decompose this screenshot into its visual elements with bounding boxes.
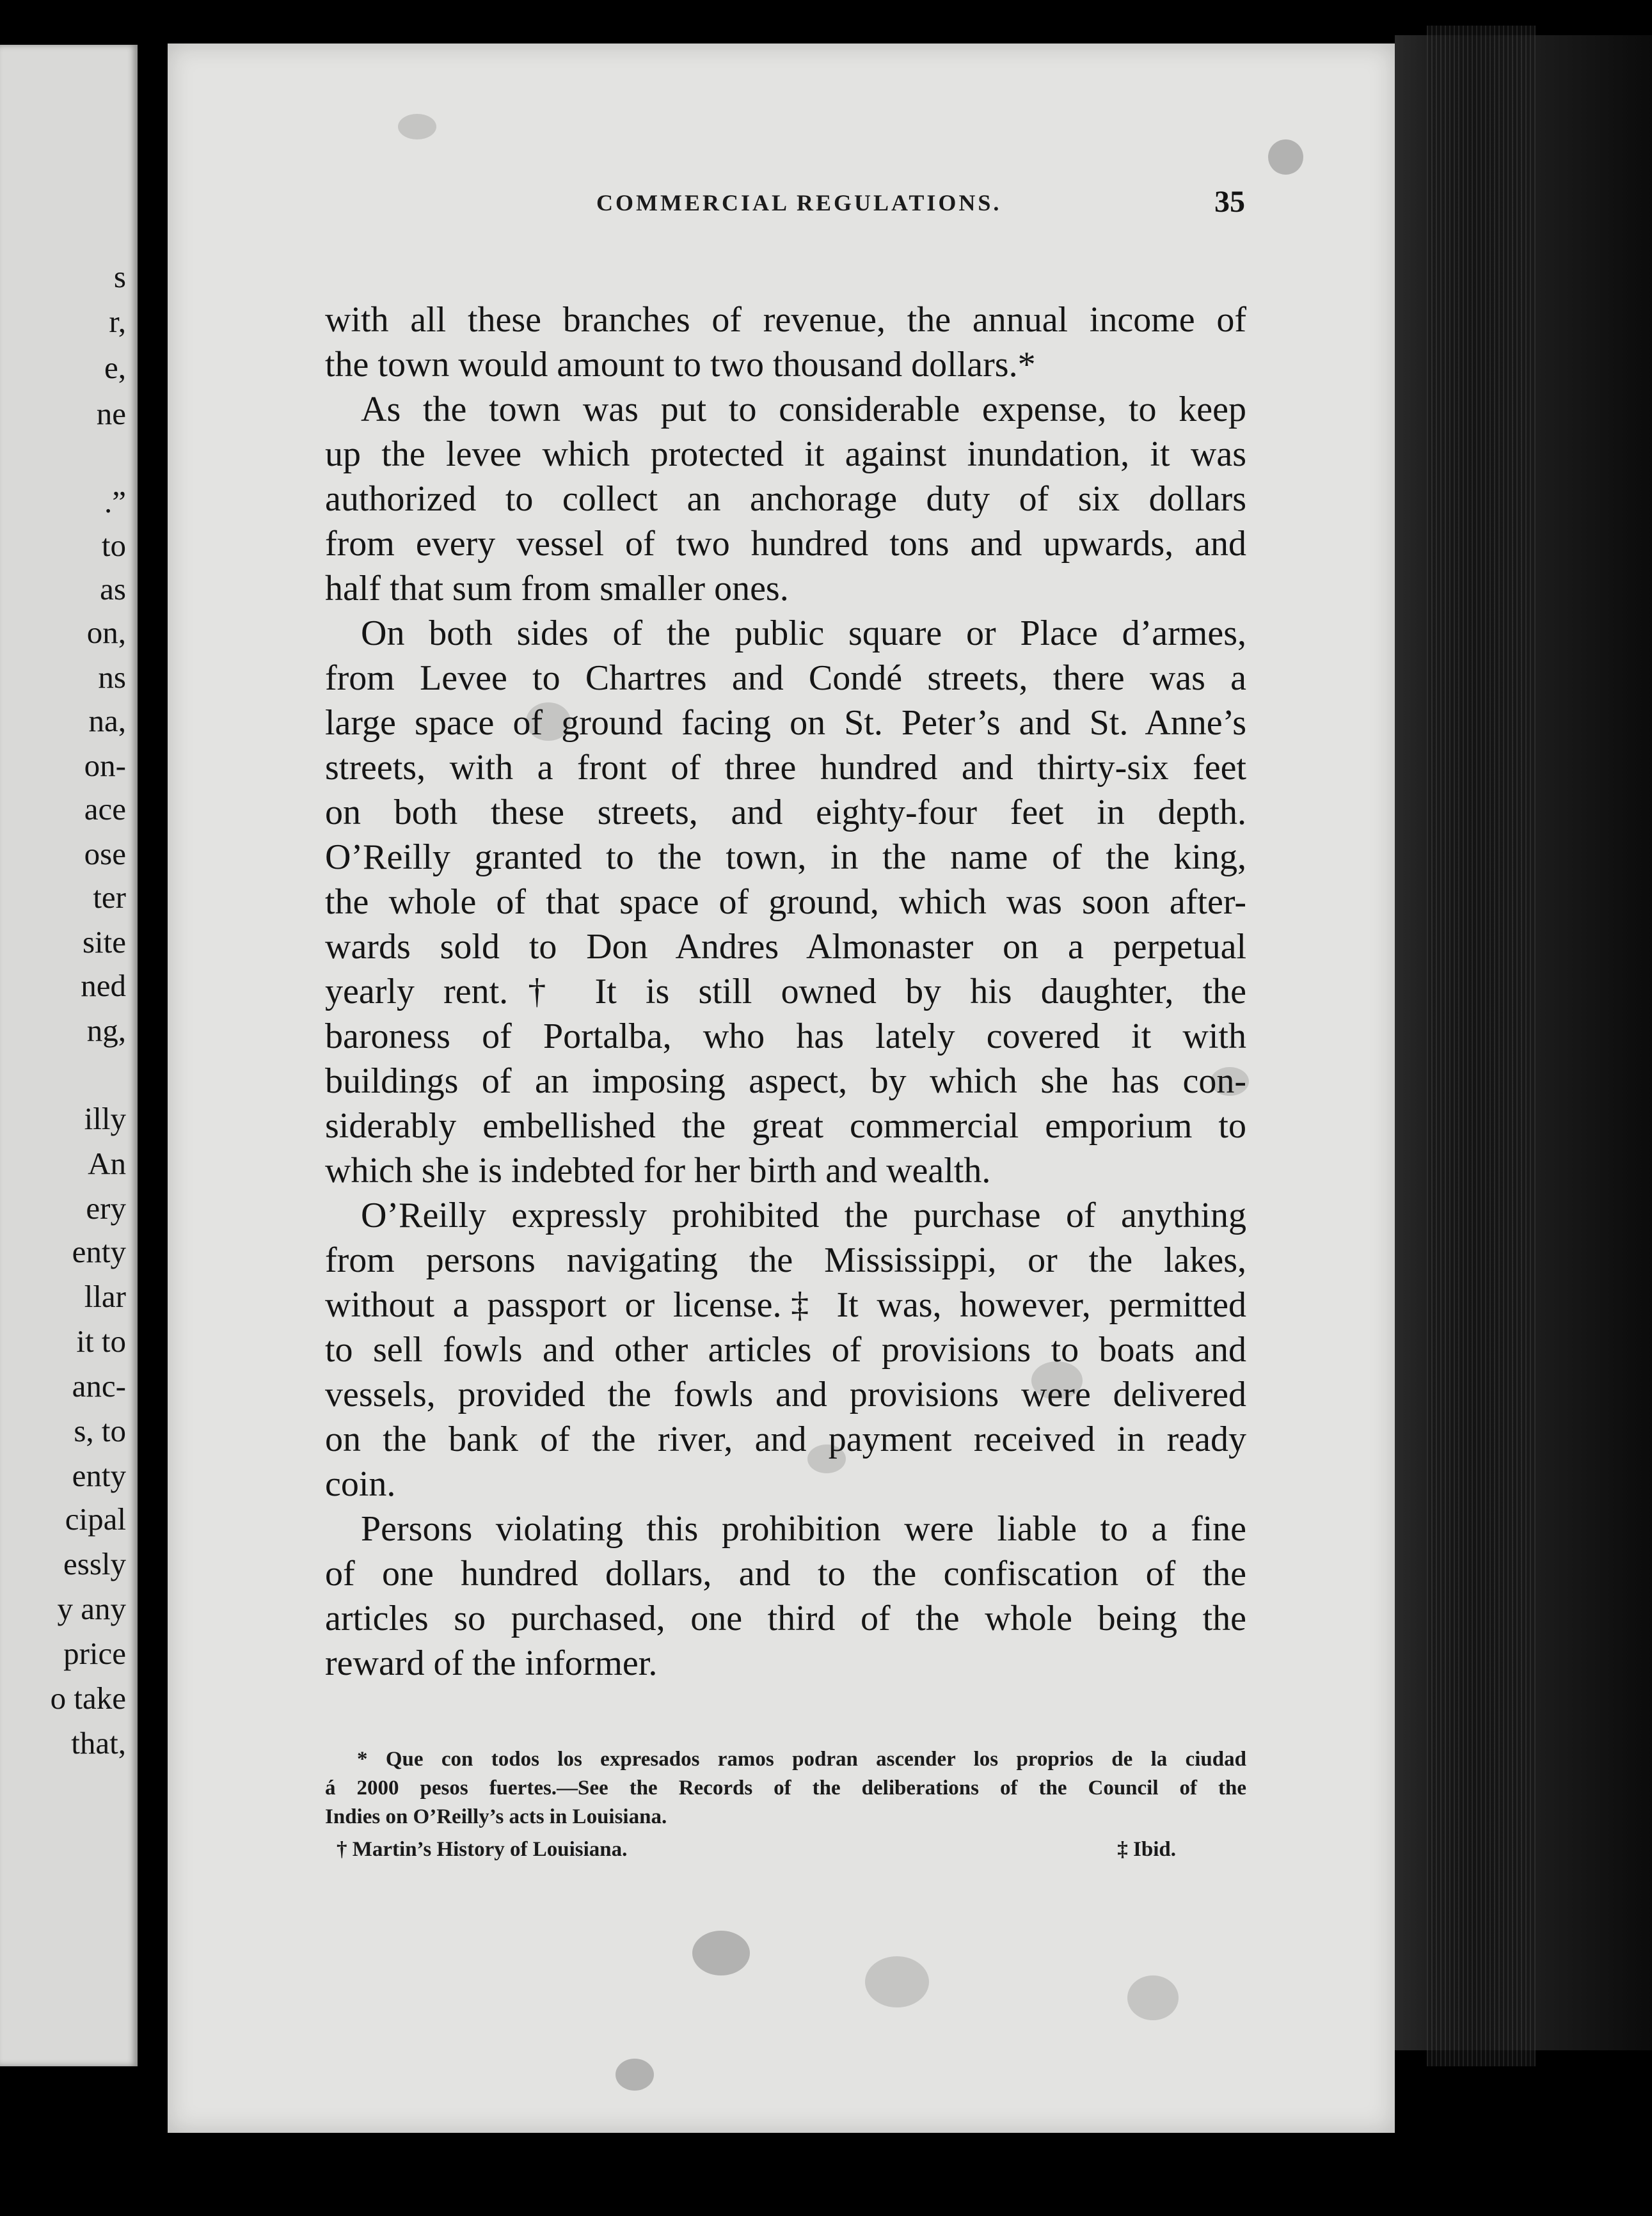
left-page-fragment: ns: [98, 660, 126, 695]
body-line: of one hundred dollars, and to the confiscation of the: [325, 1554, 1246, 1594]
body-line: vessels, provided the fowls and provisions were delivered: [325, 1375, 1246, 1414]
body-line: up the levee which protected it against inundation, it was: [325, 434, 1246, 474]
footnote-star: [325, 1745, 1246, 1832]
foxing-spot: [1127, 1975, 1179, 2020]
footnote-dagger: † Martin’s History of Louisiana.: [337, 1838, 628, 1861]
footnotes: [325, 1745, 1246, 1864]
footnote-line: * Que con todos los expresados ramos podran ascender los proprios de la ciudad: [357, 1748, 1246, 1771]
footnote-row: [325, 1835, 1246, 1864]
left-page-fragment: price: [63, 1636, 126, 1671]
body-line: without a passport or license.‡ It was, however, permitted: [325, 1285, 1246, 1325]
left-page-fragment: ose: [84, 836, 126, 871]
footnote-double-dagger: ‡ Ibid.: [1117, 1838, 1176, 1861]
foxing-spot: [398, 114, 436, 139]
running-head: COMMERCIAL REGULATIONS.: [596, 190, 1002, 216]
body-text: [325, 297, 1246, 1686]
body-line: On both sides of the public square or Place d’armes,: [361, 613, 1246, 653]
body-line: from every vessel of two hundred tons and upwards, and: [325, 524, 1246, 564]
body-line: wards sold to Don Andres Almonaster on a perpetual: [325, 927, 1246, 967]
page-edge-stripes: [1427, 26, 1536, 2066]
left-page-fragment: e,: [104, 350, 126, 385]
body-line: which she is indebted for her birth and wealth.: [325, 1151, 991, 1191]
body-line: yearly rent.† It is still owned by his daughter, the: [325, 972, 1246, 1011]
left-page-fragment: ng,: [86, 1013, 126, 1048]
foxing-spot: [692, 1931, 750, 1975]
foxing-spot: [1268, 139, 1303, 175]
left-page-fragment: ter: [93, 880, 126, 915]
body-line: with all these branches of revenue, the annual income of: [325, 300, 1246, 340]
body-line: on both these streets, and eighty-four feet in depth.: [325, 793, 1246, 832]
left-page-fragment: o take: [50, 1681, 126, 1716]
left-page-fragment: ery: [86, 1191, 126, 1226]
left-page-fragment: ace: [84, 791, 126, 827]
left-page-fragment: r,: [109, 304, 126, 339]
left-page-fragment: on,: [86, 615, 126, 650]
left-page-fragment: to: [101, 528, 126, 563]
left-page-fragment: enty: [72, 1234, 126, 1269]
body-line: the town would amount to two thousand dollars.*: [325, 345, 1036, 384]
body-line: from Levee to Chartres and Condé streets, there was a: [325, 658, 1246, 698]
left-page-fragment: ne: [96, 396, 126, 431]
left-page-fragment: anc-: [72, 1368, 126, 1404]
left-page-fragment: An: [88, 1146, 126, 1181]
left-page-fragment: illy: [84, 1101, 126, 1136]
body-line: articles so purchased, one third of the whole being the: [325, 1599, 1246, 1638]
left-page-fragment: it to: [76, 1324, 126, 1359]
body-line: large space of ground facing on St. Peter’s and St. Anne’s: [325, 703, 1246, 743]
body-line: half that sum from smaller ones.: [325, 569, 789, 608]
left-page-fragment: s, to: [74, 1413, 126, 1448]
page-number: 35: [1214, 185, 1245, 219]
foxing-spot: [865, 1956, 929, 2007]
body-line: siderably embellished the great commercial emporium to: [325, 1106, 1246, 1146]
body-line: from persons navigating the Mississippi, or the lakes,: [325, 1240, 1246, 1280]
body-line: the whole of that space of ground, which was soon after-: [325, 882, 1246, 922]
body-line: authorized to collect an anchorage duty of six dollars: [325, 479, 1246, 519]
body-line: baroness of Portalba, who has lately covered it with: [325, 1017, 1246, 1056]
body-line: reward of the informer.: [325, 1643, 658, 1683]
left-page-fragment: that,: [71, 1725, 126, 1761]
left-page-fragment: llar: [84, 1279, 126, 1314]
left-page-fragment: as: [100, 571, 126, 606]
body-line: to sell fowls and other articles of provisions to boats and: [325, 1330, 1246, 1370]
body-line: streets, with a front of three hundred and thirty-six feet: [325, 748, 1246, 787]
left-page-fragment: site: [82, 924, 126, 960]
footnote-line: Indies on O’Reilly’s acts in Louisiana.: [325, 1805, 667, 1828]
left-page-fragment: y any: [57, 1591, 126, 1626]
left-page-fragment: s: [113, 259, 126, 294]
body-line: on the bank of the river, and payment received in ready: [325, 1420, 1246, 1459]
foxing-spot: [616, 2059, 654, 2091]
body-line: buildings of an imposing aspect, by which she has con-: [325, 1061, 1246, 1101]
footnote-line: á 2000 pesos fuertes.—See the Records of the deliberations of the Council of the: [325, 1777, 1246, 1800]
left-page-fragment: cipal: [65, 1501, 126, 1537]
left-page-sliver: [0, 45, 138, 2066]
left-page-fragment: essly: [63, 1546, 126, 1581]
body-line: As the town was put to considerable expense, to keep: [361, 390, 1246, 429]
left-page-fragment: ned: [81, 968, 126, 1003]
body-line: O’Reilly expressly prohibited the purchase of anything: [361, 1196, 1246, 1235]
body-line: coin.: [325, 1464, 396, 1504]
body-line: O’Reilly granted to the town, in the name of the king,: [325, 837, 1246, 877]
left-page-fragment: .”: [104, 484, 126, 519]
body-line: Persons violating this prohibition were liable to a fine: [361, 1509, 1246, 1549]
left-page-fragment: na,: [88, 703, 126, 738]
left-page-fragment: enty: [72, 1458, 126, 1493]
left-page-fragment: on-: [84, 748, 126, 783]
